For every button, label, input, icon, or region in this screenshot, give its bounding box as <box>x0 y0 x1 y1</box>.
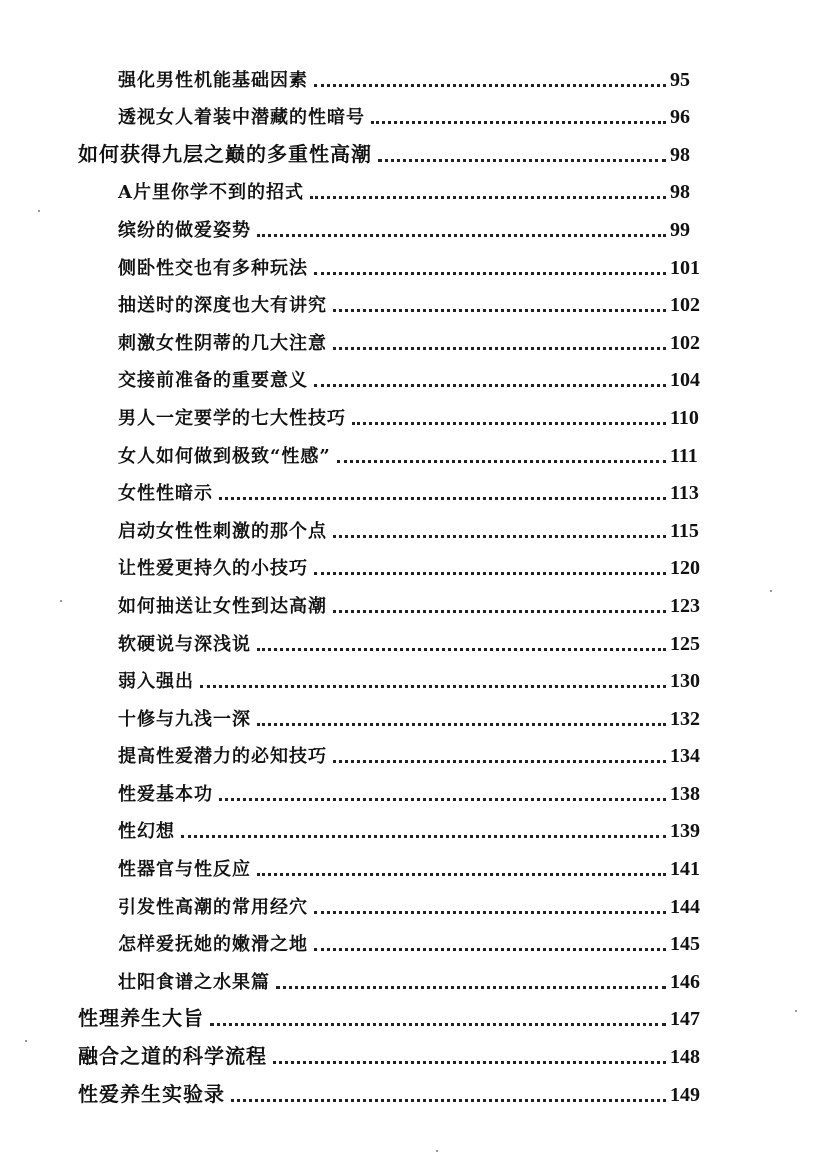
toc-entry[interactable] <box>0 806 814 844</box>
dot-leader <box>257 648 666 651</box>
toc-entry[interactable] <box>0 543 814 581</box>
toc-entry[interactable] <box>0 656 814 694</box>
toc-entry-title: 十修与九浅一深 <box>118 708 251 730</box>
toc-entry-title: 女人如何做到极致“性感” <box>118 445 331 467</box>
toc-entry-title: 软硬说与深浅说 <box>118 633 251 655</box>
scan-speck <box>770 590 772 592</box>
toc-entry[interactable] <box>0 355 814 393</box>
scan-speck <box>38 210 40 212</box>
dot-leader <box>333 535 666 538</box>
toc-entry-title: 让性爱更持久的小技巧 <box>118 558 308 580</box>
toc-entry-title: 性理养生大旨 <box>78 1006 204 1031</box>
toc-entry[interactable] <box>0 956 814 994</box>
dot-leader <box>314 272 666 275</box>
toc-entry-title: 刺激女性阴蒂的几大注意 <box>118 332 327 354</box>
dot-leader <box>210 1023 666 1026</box>
toc-entry-title: 引发性高潮的常用经穴 <box>118 896 308 918</box>
toc-entry-title: 女性性暗示 <box>118 483 213 505</box>
dot-leader <box>257 873 666 876</box>
toc-entry-page-number: 110 <box>670 406 699 429</box>
dot-leader <box>219 798 666 801</box>
toc-entry[interactable] <box>0 317 814 355</box>
toc-entry[interactable] <box>0 618 814 656</box>
toc-entry-page-number: 138 <box>670 782 700 805</box>
toc-entry-title: 抽送时的深度也大有讲究 <box>118 295 327 317</box>
toc-entry-page-number: 98 <box>670 181 690 204</box>
toc-entry-page-number: 120 <box>670 557 700 580</box>
toc-entry[interactable] <box>0 505 814 543</box>
toc-entry-page-number: 125 <box>670 632 700 655</box>
toc-entry-page-number: 102 <box>670 294 700 317</box>
dot-leader <box>276 986 666 989</box>
toc-entry-title: 男人一定要学的七大性技巧 <box>118 407 346 429</box>
toc-entry-page-number: 98 <box>670 143 690 166</box>
toc-entry-page-number: 144 <box>670 895 700 918</box>
toc-entry[interactable] <box>0 204 814 242</box>
toc-entry-page-number: 123 <box>670 594 700 617</box>
toc-entry-page-number: 102 <box>670 331 700 354</box>
scan-speck <box>436 1150 438 1152</box>
toc-entry-page-number: 141 <box>670 858 700 881</box>
dot-leader <box>257 723 666 726</box>
dot-leader <box>333 309 666 312</box>
toc-entry-page-number: 95 <box>670 68 690 91</box>
toc-entry[interactable] <box>0 129 814 167</box>
dot-leader <box>314 948 666 951</box>
dot-leader <box>378 159 666 162</box>
dot-leader <box>333 347 666 350</box>
toc-entry-title: 提高性爱潜力的必知技巧 <box>118 746 327 768</box>
toc-entry-title: 缤纷的做爱姿势 <box>118 219 251 241</box>
dot-leader <box>314 572 666 575</box>
toc-entry-page-number: 146 <box>670 970 700 993</box>
toc-entry-title: 如何抽送让女性到达高潮 <box>118 595 327 617</box>
toc-entry-page-number: 145 <box>670 933 700 956</box>
dot-leader <box>231 1099 666 1102</box>
toc-entry-title: 交接前准备的重要意义 <box>118 370 308 392</box>
toc-entry-title: 如何获得九层之巅的多重性高潮 <box>78 141 372 166</box>
toc-entry-page-number: 101 <box>670 256 700 279</box>
toc-entry-title: 侧卧性交也有多种玩法 <box>118 257 308 279</box>
toc-entry-page-number: 96 <box>670 106 690 129</box>
toc-entry-title: 强化男性机能基础因素 <box>118 69 308 91</box>
dot-leader <box>310 196 666 199</box>
toc-entry-title: 启动女性性刺激的那个点 <box>118 520 327 542</box>
toc-entry[interactable] <box>0 392 814 430</box>
toc-entry-page-number: 115 <box>670 519 699 542</box>
toc-entry-title: 性幻想 <box>118 821 175 843</box>
toc-entry[interactable] <box>0 468 814 506</box>
toc-entry-page-number: 148 <box>670 1046 700 1069</box>
toc-entry-title: 性爱养生实验录 <box>78 1081 225 1106</box>
scan-speck <box>25 1040 27 1042</box>
toc-entry-page-number: 134 <box>670 745 700 768</box>
toc-entry-title: 性爱基本功 <box>118 783 213 805</box>
toc-entry[interactable] <box>0 580 814 618</box>
toc-entry[interactable] <box>0 693 814 731</box>
toc-entry-title: 融合之道的科学流程 <box>78 1044 267 1069</box>
toc-entry[interactable] <box>0 242 814 280</box>
dot-leader <box>352 422 666 425</box>
toc-entry[interactable] <box>0 881 814 919</box>
toc-entry-title: 性器官与性反应 <box>118 859 251 881</box>
toc-entry[interactable] <box>0 280 814 318</box>
toc-entry-page-number: 111 <box>670 444 698 467</box>
toc-entry[interactable] <box>0 731 814 769</box>
toc-entry[interactable] <box>0 1069 814 1107</box>
dot-leader <box>200 685 666 688</box>
dot-leader <box>314 384 666 387</box>
toc-entry-page-number: 149 <box>670 1083 700 1106</box>
dot-leader <box>333 610 666 613</box>
toc-entry-page-number: 113 <box>670 482 699 505</box>
dot-leader <box>181 835 666 838</box>
toc-entry[interactable] <box>0 768 814 806</box>
toc-entry[interactable] <box>0 92 814 130</box>
dot-leader <box>257 234 666 237</box>
toc-entry[interactable] <box>0 1031 814 1069</box>
toc-entry[interactable] <box>0 430 814 468</box>
dot-leader <box>314 84 666 87</box>
dot-leader <box>371 121 666 124</box>
toc-entry[interactable] <box>0 919 814 957</box>
toc-entry-page-number: 104 <box>670 369 700 392</box>
toc-entry[interactable] <box>0 167 814 205</box>
table-of-contents <box>0 54 814 1107</box>
toc-entry-page-number: 132 <box>670 707 700 730</box>
toc-entry-page-number: 99 <box>670 218 690 241</box>
toc-entry-title: 壮阳食谱之水果篇 <box>118 971 270 993</box>
dot-leader <box>314 911 666 914</box>
toc-entry[interactable] <box>0 843 814 881</box>
dot-leader <box>337 460 666 463</box>
scan-speck <box>795 1010 797 1012</box>
toc-entry-title: 怎样爱抚她的嫩滑之地 <box>118 934 308 956</box>
dot-leader <box>333 760 666 763</box>
toc-entry-page-number: 147 <box>670 1008 700 1031</box>
toc-entry-title: 弱入强出 <box>118 671 194 693</box>
toc-entry-title: 透视女人着装中潜藏的性暗号 <box>118 107 365 129</box>
dot-leader <box>219 497 666 500</box>
scan-speck <box>60 600 62 602</box>
toc-entry-page-number: 130 <box>670 670 700 693</box>
dot-leader <box>273 1061 666 1064</box>
toc-entry-page-number: 139 <box>670 820 700 843</box>
toc-entry[interactable] <box>0 994 814 1032</box>
toc-entry[interactable] <box>0 54 814 92</box>
toc-entry-title: A片里你学不到的招式 <box>118 182 304 204</box>
